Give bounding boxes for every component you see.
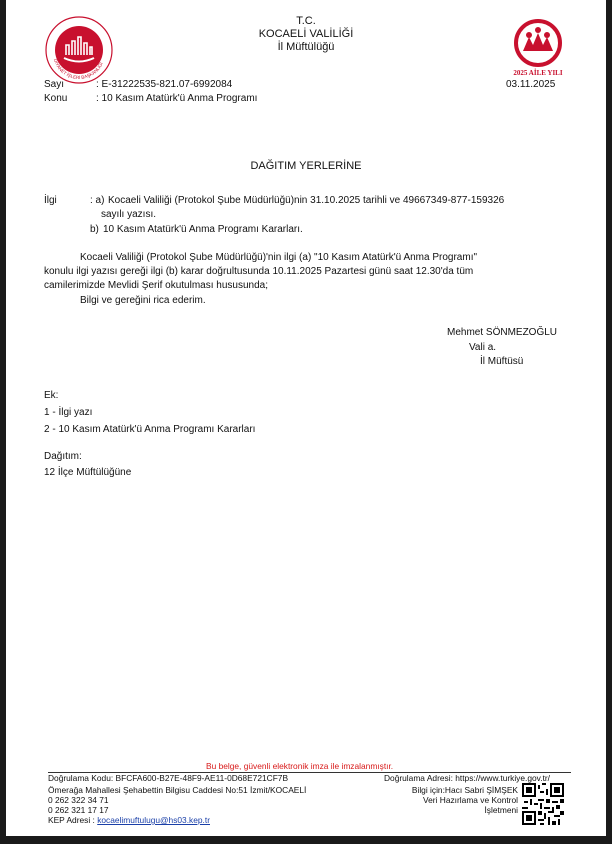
closing-line: Bilgi ve gereğini rica ederim. [80,295,206,306]
paragraph-line-3: camilerimizde Mevlidi Şerif okutulması hususunda; [44,280,268,291]
info-line-1: Bilgi için:Hacı Sabri ŞİMŞEK [411,785,518,795]
ilgi-label: İlgi [44,195,57,206]
verification-code: Doğrulama Kodu: BFCFA600-B27E-48F9-AE11-0D68E721CF7B [48,773,289,783]
left-logo-text: DİYANET İŞLERİ BAŞKANLIĞI [52,58,104,81]
kep-link[interactable]: kocaelimuftulugu@hs03.kep.tr [97,815,210,825]
distribution-heading: DAĞITIM YERLERİNE [250,160,362,172]
info-line-2: Veri Hazırlama ve Kontrol [423,795,518,805]
paragraph-line-1: Kocaeli Valiliği (Protokol Şube Müdürlüğü)'nin ilgi (a) "10 Kasım Atatürk'ü Anma Programı" [80,252,478,263]
attachment-item: 1 - İlgi yazı [44,407,93,418]
sayi-value: : E-31222535-821.07-6992084 [96,79,233,90]
document-page [6,0,606,836]
photo-bottom-edge [0,836,612,844]
ilgi-a-text: Kocaeli Valiliği (Protokol Şube Müdürlüğü)nin 31.10.2025 tarihli ve 49667349-877-159326 [108,195,505,206]
attachments-label: Ek: [44,390,59,401]
right-logo-text: 2025 AİLE YILI [513,69,563,77]
ilgi-a-text-continued: sayılı yazısı. [101,209,157,220]
qr-code-icon [522,783,564,825]
sayi-label: Sayı [44,79,65,90]
header-institution: KOCAELİ VALİLİĞİ [258,28,354,40]
info-line-3: İşletmeni [484,805,518,815]
ilgi-b-marker: b) [90,224,99,235]
paragraph-line-2: konulu ilgi yazısı gereği ilgi (b) karar doğrultusunda 10.11.2025 Pazartesi günü saat 12.30'da tüm [44,266,474,277]
header-tc: T.C. [296,15,316,27]
signatory-title-1: Vali a. [469,342,497,353]
phone-1: 0 262 322 34 71 [48,795,109,805]
verification-address[interactable]: Doğrulama Adresi: https://www.turkiye.gov.tr/ [384,773,551,783]
kep-label: KEP Adresi : [48,815,98,825]
signatory-name: Mehmet SÖNMEZOĞLU [447,327,558,338]
konu-value: : 10 Kasım Atatürk'ü Anma Programı [96,93,258,104]
ilgi-b-text: 10 Kasım Atatürk'ü Anma Programı Kararları. [103,224,303,235]
attachment-item: 2 - 10 Kasım Atatürk'ü Anma Programı Kararları [44,424,256,435]
document-date: 03.11.2025 [506,79,556,90]
kep-address [48,815,210,825]
esign-note: Bu belge, güvenli elektronik imza ile imzalanmıştır. [206,761,394,771]
address-line: Ömerağa Mahallesi Şehabettin Bilgisu Caddesi No:51 İzmit/KOCAELİ [48,785,307,795]
header-department: İl Müftülüğü [277,41,335,53]
ilgi-a-marker: : a) [90,195,105,206]
signatory-title-2: İl Müftüsü [480,356,524,367]
distribution-label: Dağıtım: [44,451,82,462]
phone-2: 0 262 321 17 17 [48,805,109,815]
distribution-item: 12 İlçe Müftülüğüne [44,467,132,478]
konu-label: Konu [44,93,68,104]
